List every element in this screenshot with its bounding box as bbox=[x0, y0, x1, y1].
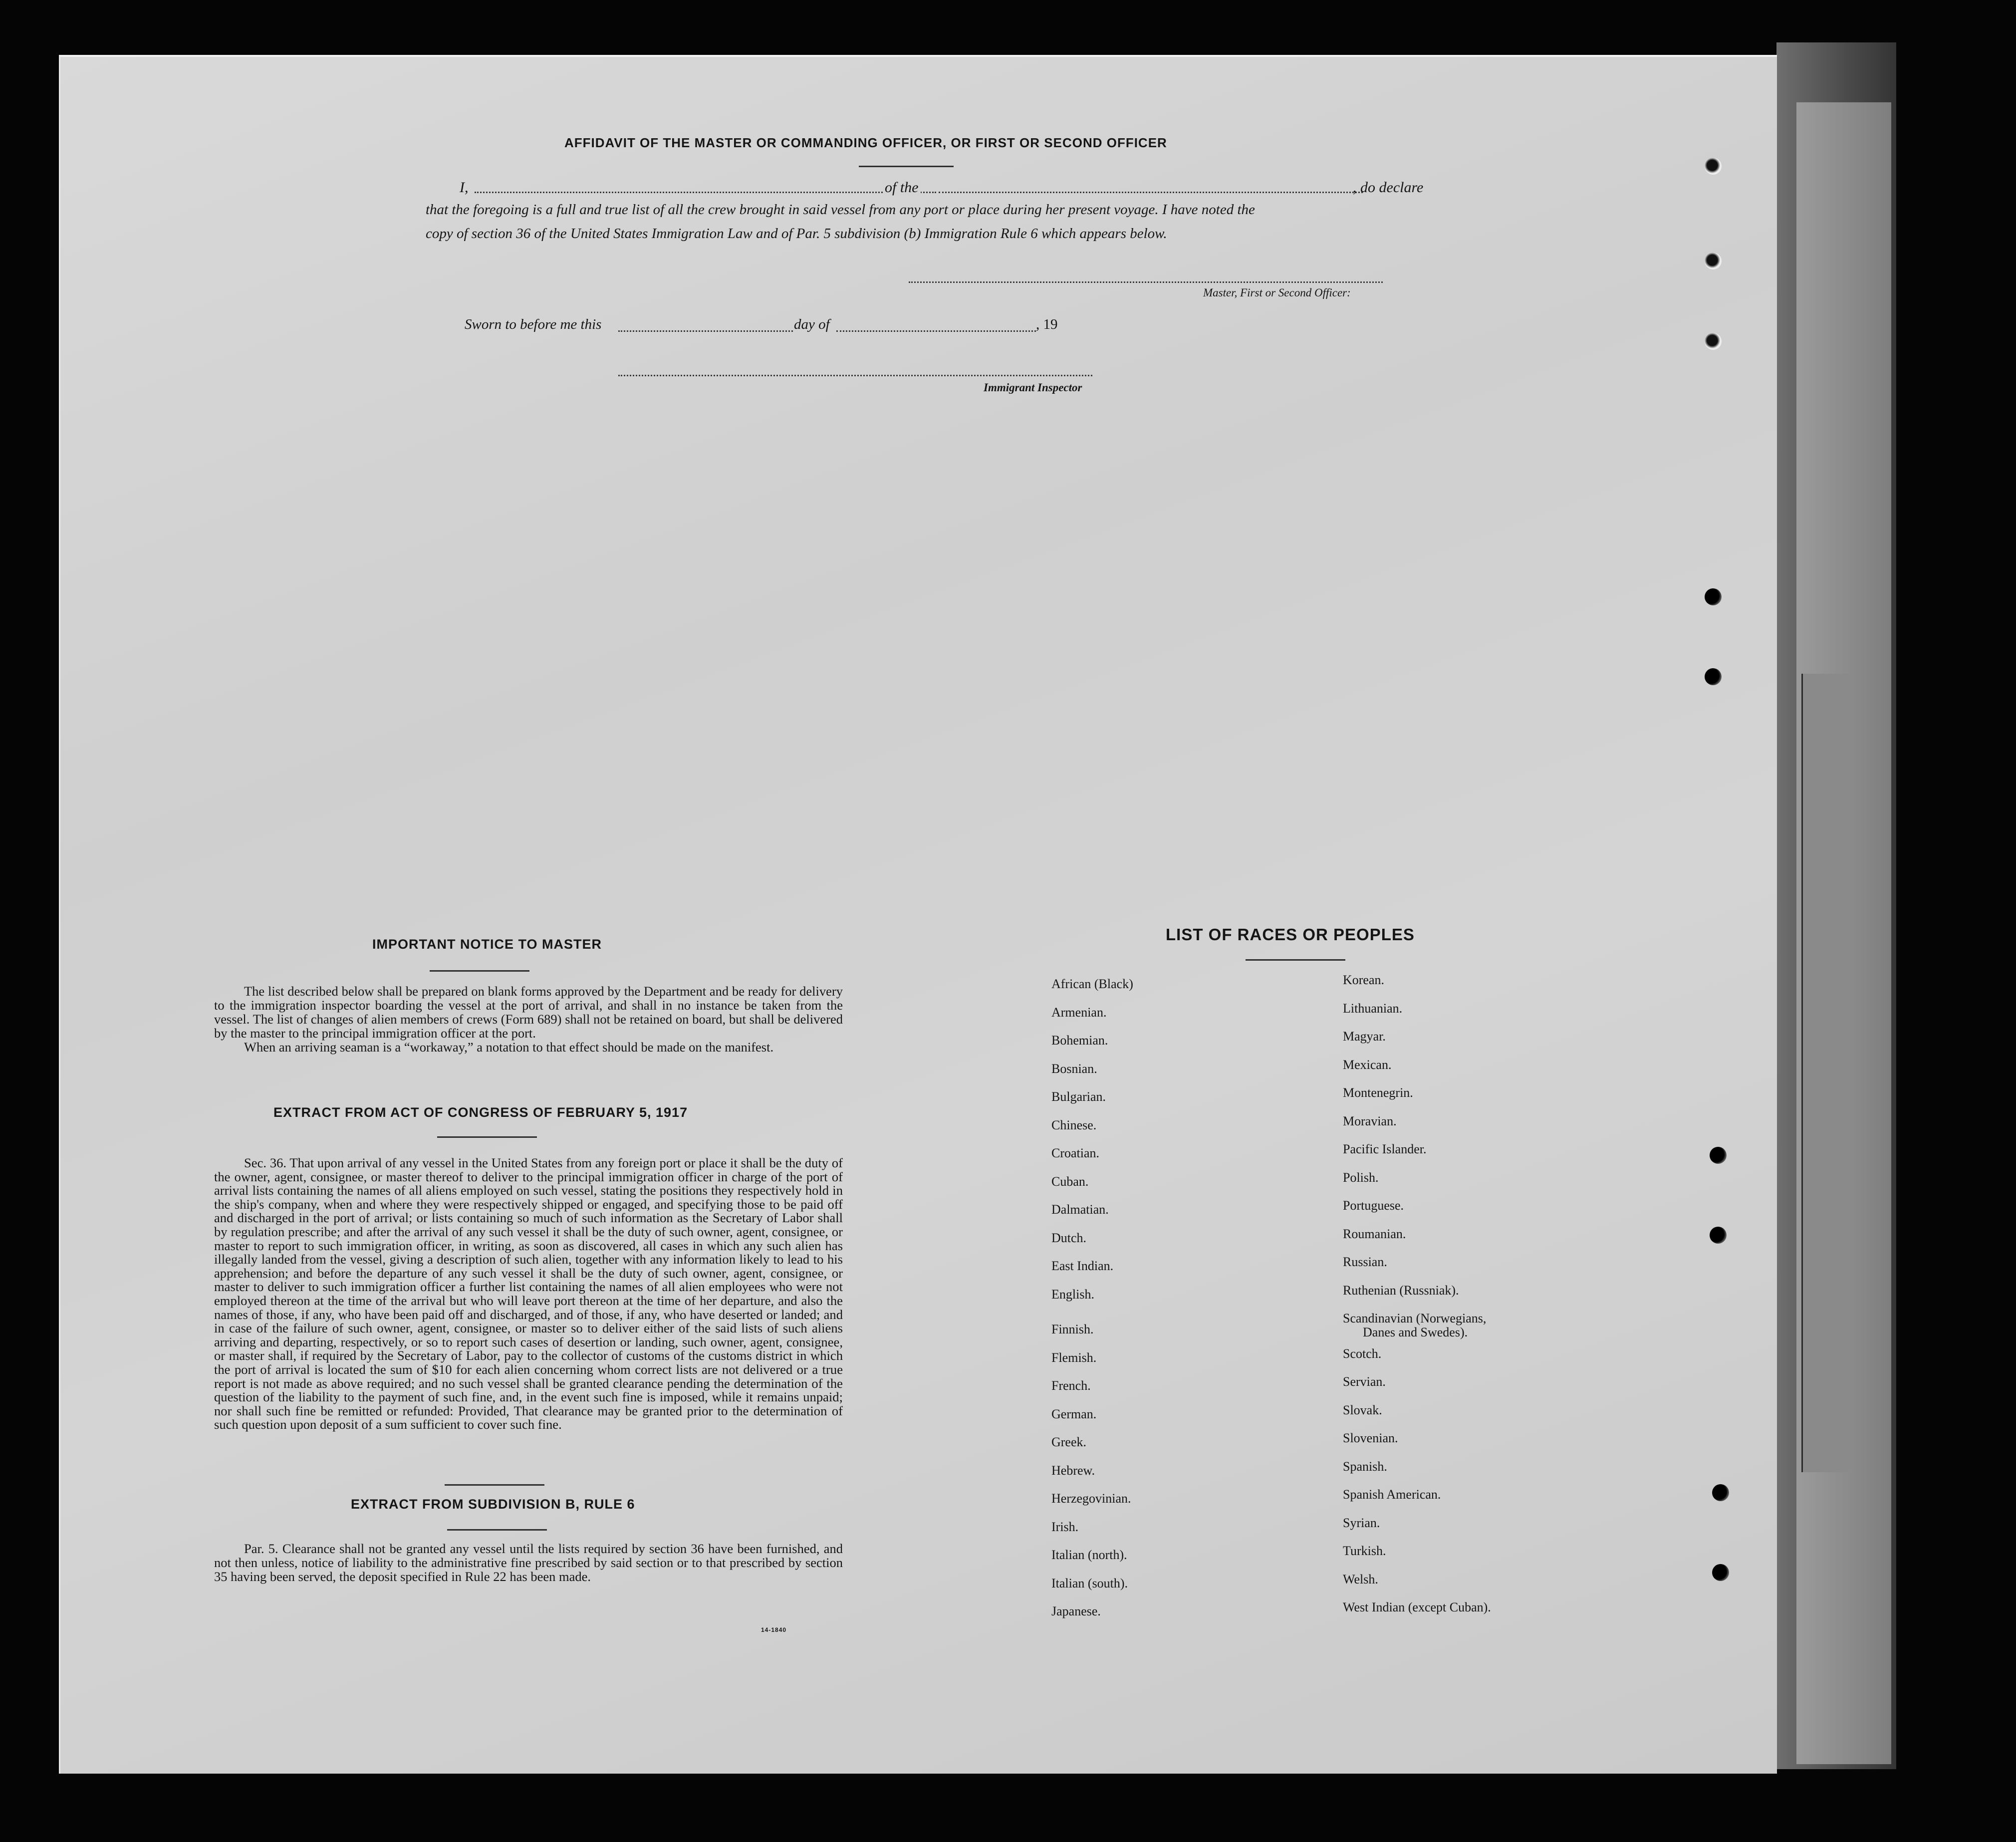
sworn-month-field[interactable] bbox=[836, 330, 1036, 332]
rule-extract-rule bbox=[447, 1529, 547, 1531]
notice-text bbox=[214, 984, 843, 1054]
races-title: LIST OF RACES OR PEOPLES bbox=[1166, 925, 1415, 944]
race-item: German. bbox=[1051, 1406, 1097, 1421]
master-name-field[interactable] bbox=[475, 192, 936, 193]
binder-hole bbox=[1712, 1484, 1729, 1501]
race-item: Lithuanian. bbox=[1343, 1001, 1403, 1016]
form-number: 14-1840 bbox=[761, 1626, 787, 1633]
binder-hole bbox=[1710, 1147, 1727, 1164]
race-item: Portuguese. bbox=[1343, 1198, 1404, 1213]
binder-hole bbox=[1705, 158, 1722, 175]
affidavit-of-the-label: of the bbox=[883, 179, 921, 196]
race-item: East Indian. bbox=[1051, 1259, 1114, 1273]
race-item: Pacific Islander. bbox=[1343, 1142, 1427, 1156]
rule-extract-text bbox=[214, 1542, 843, 1583]
inspector-label: Immigrant Inspector bbox=[984, 381, 1082, 394]
inspector-signature-field[interactable] bbox=[618, 375, 1092, 376]
race-item: Bosnian. bbox=[1051, 1061, 1097, 1076]
document-page bbox=[59, 55, 1777, 1774]
race-item: Moravian. bbox=[1343, 1113, 1397, 1128]
race-item: Polish. bbox=[1343, 1170, 1379, 1185]
race-item: Mexican. bbox=[1343, 1057, 1392, 1072]
race-item: Finnish. bbox=[1051, 1322, 1094, 1336]
race-item: Scotch. bbox=[1343, 1346, 1382, 1361]
race-item: Dalmatian. bbox=[1051, 1202, 1109, 1217]
binder-hole bbox=[1705, 333, 1722, 350]
race-item: Bohemian. bbox=[1051, 1033, 1108, 1048]
race-item: Turkish. bbox=[1343, 1544, 1386, 1558]
rule-extract-top-rule bbox=[445, 1484, 544, 1486]
binder-hole bbox=[1705, 668, 1722, 685]
race-item: Russian. bbox=[1343, 1255, 1387, 1269]
race-item: Dutch. bbox=[1051, 1230, 1087, 1245]
notice-title-rule bbox=[430, 970, 529, 972]
race-item: Spanish American. bbox=[1343, 1487, 1441, 1502]
race-item: Japanese. bbox=[1051, 1604, 1101, 1618]
affidavit-title-rule bbox=[859, 166, 954, 167]
binder-hole bbox=[1705, 253, 1722, 269]
race-item: Italian (north). bbox=[1051, 1548, 1127, 1562]
race-item: Greek. bbox=[1051, 1435, 1087, 1449]
officer-signature-label: Master, First or Second Officer: bbox=[1203, 286, 1351, 299]
race-item: Montenegrin. bbox=[1343, 1085, 1413, 1100]
race-item: Herzegovinian. bbox=[1051, 1491, 1131, 1506]
act-extract-title: EXTRACT FROM ACT OF CONGRESS OF FEBRUARY 5, 1917 bbox=[273, 1105, 688, 1120]
binder-hole bbox=[1712, 1564, 1729, 1581]
sworn-label: Sworn to before me this bbox=[465, 316, 602, 332]
race-item: Slovenian. bbox=[1343, 1431, 1398, 1445]
race-item: Roumanian. bbox=[1343, 1226, 1406, 1241]
race-item: Welsh. bbox=[1343, 1572, 1378, 1586]
race-item: Ruthenian (Russniak). bbox=[1343, 1283, 1459, 1298]
affidavit-do-declare-label: , do declare bbox=[1353, 179, 1424, 196]
race-item: Servian. bbox=[1343, 1374, 1386, 1389]
year-label: , 19 bbox=[1036, 316, 1058, 332]
races-title-rule bbox=[1246, 959, 1345, 961]
race-item: French. bbox=[1051, 1378, 1091, 1393]
race-item: Magyar. bbox=[1343, 1029, 1386, 1044]
binder-hole bbox=[1710, 1227, 1727, 1244]
binder-hole bbox=[1705, 588, 1722, 605]
race-item: Irish. bbox=[1051, 1519, 1079, 1534]
race-item: Chinese. bbox=[1051, 1117, 1097, 1132]
race-item: Syrian. bbox=[1343, 1515, 1380, 1530]
affidavit-body-line2: copy of section 36 of the United States Immigration Law and of Par. 5 subdivision (b) Immigration Rule 6 which appears below. bbox=[426, 226, 1167, 242]
act-extract-paragraph: Sec. 36. That upon arrival of any vessel in the United States from any foreign port or place it shall be the duty of the owner, agent, consignee, or master thereof to deliver to the principal immigration officer in charge of the port of arrival lists containing the names of all aliens employed on such vessel, stating the positions they respectively hold in the ship's company, when and where they were respectively shipped or engaged, and specifying those to be paid off and discharged in the port of arrival; or lists containing so much of such information as the Secretary of Labor shall by regulation prescribe; and after the arrival of any such vessel it shall be the duty of such owner, agent, consignee, or master to report to such immigration officer, in writing, as soon as discovered, all cases in which any such alien has illegally landed from the vessel, giving a description of such alien, together with any information likely to lead to his apprehension; and before the departure of any such vessel it shall be the duty of such owner, agent, consignee, or master to deliver to such immigration officer a further list containing the names of all alien employees who were not employed thereon at the time of the arrival but who will leave port thereon at the time of her departure, and also the names of those, if any, who have been paid off and discharged, and of those, if any, who have deserted or landed; and in case of the failure of such owner, agent, consignee, or master so to deliver either of the said lists of such aliens arriving and departing, respectively, or so to report such cases of desertion or landing, such owner, agent, consignee, or master shall, if required by the Secretary of Labor, pay to the collector of customs of the customs district in which the port of arrival is located the sum of $10 for each alien concerning whom correct lists are not delivered or a true report is not made as above required; and no such vessel shall be granted clearance pending the determination of the question of the liability to the payment of such fine, and, in the event such fine is imposed, while it remains unpaid; nor shall such fine be remitted or refunded: Provided, That clearance may be granted prior to the determination of such question upon deposit of a sum sufficient to cover such fine. bbox=[214, 1155, 843, 1432]
background-page-tab bbox=[1801, 674, 1850, 1472]
race-item: Hebrew. bbox=[1051, 1463, 1095, 1478]
race-item: Scandinavian (Norwegians, bbox=[1343, 1311, 1487, 1325]
race-item: Armenian. bbox=[1051, 1005, 1107, 1020]
race-item: Bulgarian. bbox=[1051, 1089, 1106, 1104]
race-item: Danes and Swedes). bbox=[1363, 1325, 1468, 1339]
race-item: Flemish. bbox=[1051, 1350, 1097, 1365]
race-item: African (Black) bbox=[1051, 977, 1133, 991]
officer-signature-field[interactable] bbox=[909, 281, 1383, 283]
affidavit-title: AFFIDAVIT OF THE MASTER OR COMMANDING OFFICER, OR FIRST OR SECOND OFFICER bbox=[564, 135, 1167, 150]
race-item: English. bbox=[1051, 1287, 1094, 1302]
rule-extract-paragraph: Par. 5. Clearance shall not be granted any vessel until the lists required by section 36 have been furnished, and not then unless, notice of liability to the administrative fine prescribed by said section or to that prescribed by section 35 having been served, the deposit specified in Rule 22 has been made. bbox=[214, 1541, 843, 1584]
rule-extract-title: EXTRACT FROM SUBDIVISION B, RULE 6 bbox=[351, 1497, 635, 1512]
day-of-label: day of bbox=[794, 316, 830, 332]
race-item: Cuban. bbox=[1051, 1174, 1089, 1189]
notice-paragraph-2: When an arriving seaman is a “workaway,” a notation to that effect should be made on the manifest. bbox=[244, 1040, 774, 1054]
affidavit-body-line1: that the foregoing is a full and true list of all the crew brought in said vessel from any port or place during her present voyage. I have noted the bbox=[426, 202, 1255, 218]
act-extract-rule bbox=[437, 1136, 537, 1138]
race-item: Italian (south). bbox=[1051, 1576, 1128, 1590]
affidavit-i-label: I, bbox=[460, 179, 469, 196]
race-item: West Indian (except Cuban). bbox=[1343, 1600, 1491, 1614]
race-item: Croatian. bbox=[1051, 1146, 1100, 1160]
notice-title: IMPORTANT NOTICE TO MASTER bbox=[372, 937, 602, 952]
race-item: Slovak. bbox=[1343, 1402, 1382, 1417]
race-item: Korean. bbox=[1343, 973, 1385, 987]
sworn-day-field[interactable] bbox=[618, 330, 793, 332]
race-item: Spanish. bbox=[1343, 1459, 1387, 1474]
notice-paragraph-1: The list described below shall be prepared on blank forms approved by the Department and be ready for delivery to the immigration inspector boarding the vessel at the port of arrival, and shall in no instance be taken from the vessel. The list of changes of alien members of crews (Form 689) shall not be retained on board, but shall be delivered by the master to the principal immigration officer at the port. bbox=[214, 984, 843, 1041]
act-extract-text bbox=[214, 1156, 843, 1432]
vessel-name-field[interactable] bbox=[939, 192, 1363, 193]
